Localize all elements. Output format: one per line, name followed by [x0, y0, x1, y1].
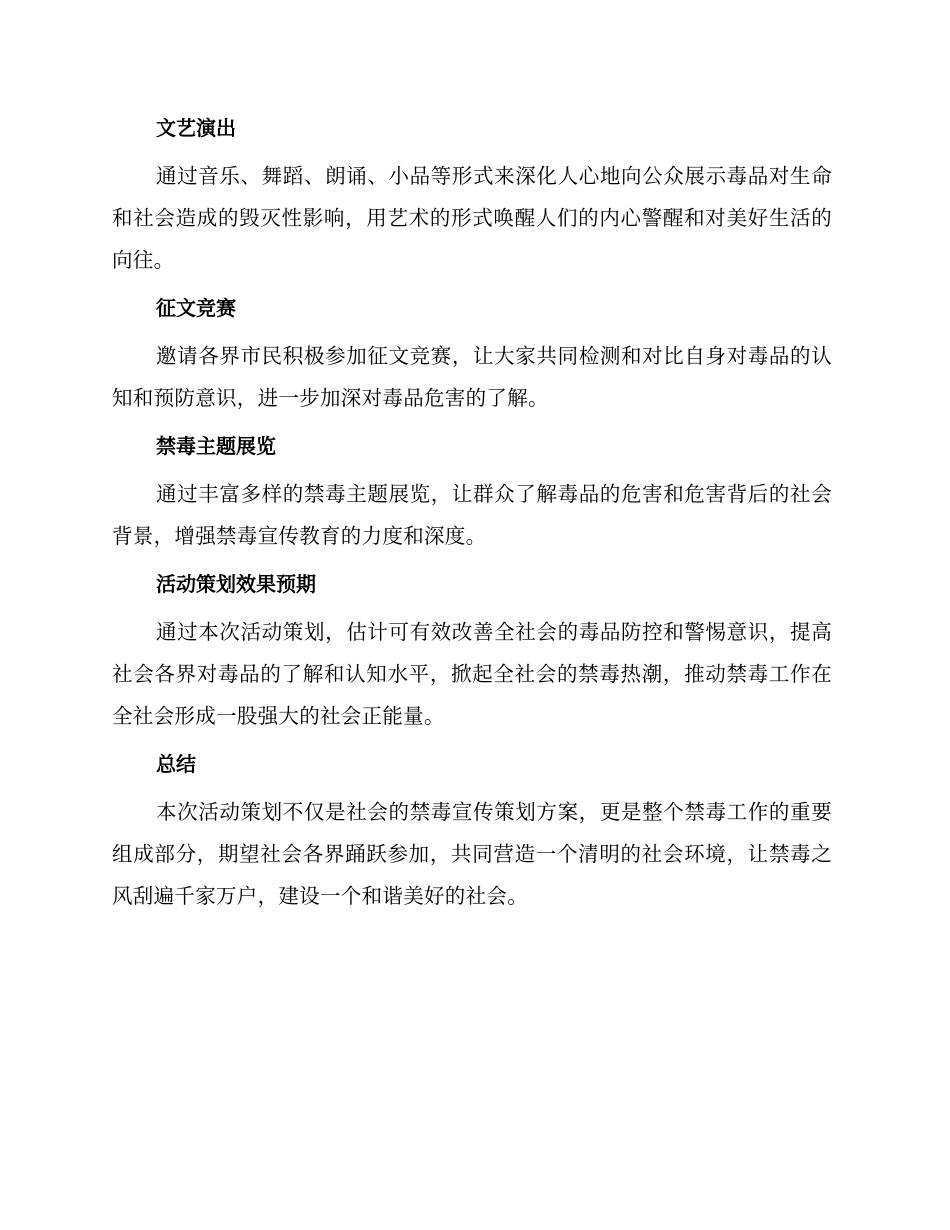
section-paragraph: 通过本次活动策划，估计可有效改善全社会的毒品防控和警惕意识，提高社会各界对毒品的了解和认知水平，掀起全社会的禁毒热潮，推动禁毒工作在全社会形成一股强大的社会正能量。 [112, 620, 832, 728]
section-summary [112, 748, 832, 917]
section-expected-results [112, 568, 832, 748]
section-paragraph: 邀请各界市民积极参加征文竞赛，让大家共同检测和对比自身对毒品的认知和预防意识，进一步加深对毒品危害的了解。 [112, 344, 832, 410]
section-exhibition [112, 430, 832, 568]
section-paragraph: 通过音乐、舞蹈、朗诵、小品等形式来深化人心地向公众展示毒品对生命和社会造成的毁灭性影响，用艺术的形式唤醒人们的内心警醒和对美好生活的向往。 [112, 164, 832, 272]
section-essay-contest [112, 292, 832, 430]
section-paragraph: 本次活动策划不仅是社会的禁毒宣传策划方案，更是整个禁毒工作的重要组成部分，期望社会各界踊跃参加，共同营造一个清明的社会环境，让禁毒之风刮遍千家万户，建设一个和谐美好的社会。 [112, 800, 832, 908]
document-page [112, 112, 832, 917]
section-heading: 禁毒主题展览 [156, 434, 276, 458]
section-paragraph: 通过丰富多样的禁毒主题展览，让群众了解毒品的危害和危害背后的社会背景，增强禁毒宣传教育的力度和深度。 [112, 482, 832, 548]
section-heading: 活动策划效果预期 [156, 572, 316, 596]
section-heading: 征文竞赛 [156, 296, 236, 320]
section-heading: 文艺演出 [156, 116, 236, 140]
section-performance [112, 112, 832, 292]
section-heading: 总结 [156, 752, 196, 776]
